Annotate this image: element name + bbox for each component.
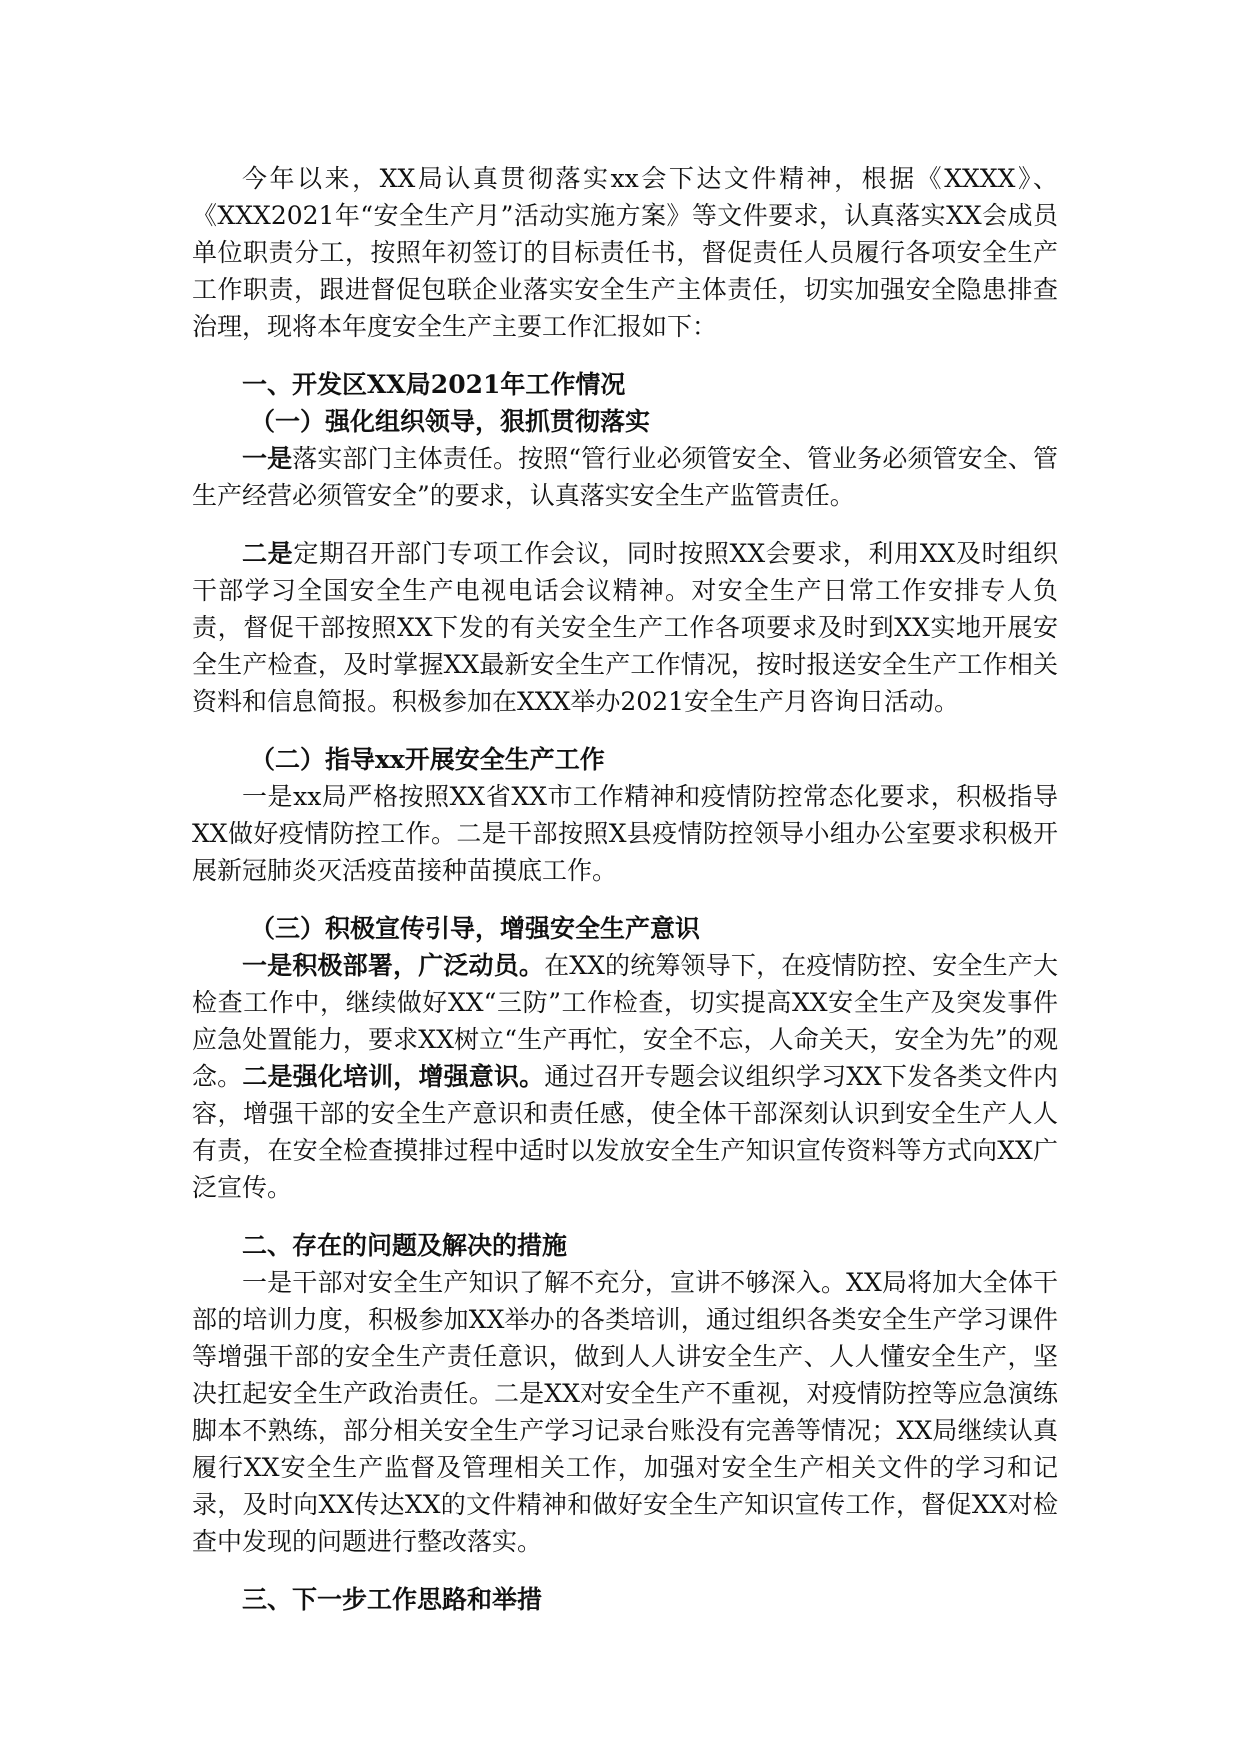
- section-2-heading: 二、存在的问题及解决的措施: [242, 1231, 568, 1260]
- subsection-2-heading: （二）指导xx开展安全生产工作: [250, 745, 605, 774]
- intro-paragraph: 今年以来，XX局认真贯彻落实xx会下达文件精神，根据《XXXX》、《XXX2021年“安全生产月”活动实施方案》等文件要求，认真落实XX会成员单位职责分工，按照年初签订的目标责任书，督促责任人员履行各项安全生产工作职责，跟进督促包联企业落实安全生产主体责任，切实加强安全隐患排查治理，现将本年度安全生产主要工作汇报如下：: [192, 164, 1058, 341]
- paragraph-text-2: 通过召开专题会议组织学习XX下发各类文件内容，增强干部的安全生产意识和责任感，使全体干部深刻认识到安全生产人人有责，在安全检查摸排过程中适时以发放安全生产知识宣传资料等方式向XX广泛宣传。: [192, 1062, 1058, 1202]
- paragraph-text: 定期召开部门专项工作会议，同时按照XX会要求，利用XX及时组织干部学习全国安全生产电视电话会议精神。对安全生产日常工作安排专人负责，督促干部按照XX下发的有关安全生产工作各项要求及时到XX实地开展安全生产检查，及时掌握XX最新安全生产工作情况，按时报送安全生产工作相关资料和信息简报。积极参加在XXX举办2021安全生产月咨询日活动。: [192, 539, 1058, 716]
- paragraph-lead: 一是: [242, 444, 293, 473]
- subsection-3-paragraph: [192, 947, 1058, 1206]
- paragraph-lead-2: 二是强化培训，增强意识。: [242, 1062, 545, 1091]
- subsection-1-paragraph-2: [192, 535, 1058, 720]
- paragraph-text: 落实部门主体责任。按照“管行业必须管安全、管业务必须管安全、管生产经营必须管安全”的要求，认真落实安全生产监管责任。: [192, 444, 1058, 510]
- section-1-heading: 一、开发区XX局2021年工作情况: [242, 370, 626, 399]
- document-body: [192, 160, 1058, 1618]
- paragraph-lead: 二是: [242, 539, 294, 568]
- paragraph-lead: 一是积极部署，广泛动员。: [242, 951, 545, 980]
- subsection-1-heading: （一）强化组织领导，狠抓贯彻落实: [250, 407, 651, 436]
- section-2-paragraph: 一是干部对安全生产知识了解不充分，宣讲不够深入。XX局将加大全体干部的培训力度，积极参加XX举办的各类培训，通过组织各类安全生产学习课件等增强干部的安全生产责任意识，做到人人讲安全生产、人人懂安全生产，坚决扛起安全生产政治责任。二是XX对安全生产不重视，对疫情防控等应急演练脚本不熟练，部分相关安全生产学习记录台账没有完善等情况；XX局继续认真履行XX安全生产监督及管理相关工作，加强对安全生产相关文件的学习和记录，及时向XX传达XX的文件精神和做好安全生产知识宣传工作，督促XX对检查中发现的问题进行整改落实。: [192, 1268, 1058, 1556]
- paragraph-text: 在XX的统筹领导下，在疫情防控、安全生产大检查工作中，继续做好XX“三防”工作检查，切实提高XX安全生产及突发事件应急处置能力，要求XX树立“生产再忙，安全不忘，人命关天，安全为先”的观念。: [192, 951, 1058, 1091]
- section-3-heading: 三、下一步工作思路和举措: [242, 1585, 543, 1614]
- subsection-2-paragraph: 一是xx局严格按照XX省XX市工作精神和疫情防控常态化要求，积极指导XX做好疫情防控工作。二是干部按照X县疫情防控领导小组办公室要求积极开展新冠肺炎灭活疫苗接种苗摸底工作。: [192, 782, 1058, 885]
- subsection-1-paragraph-1: [192, 440, 1058, 514]
- subsection-3-heading: （三）积极宣传引导，增强安全生产意识: [250, 914, 701, 943]
